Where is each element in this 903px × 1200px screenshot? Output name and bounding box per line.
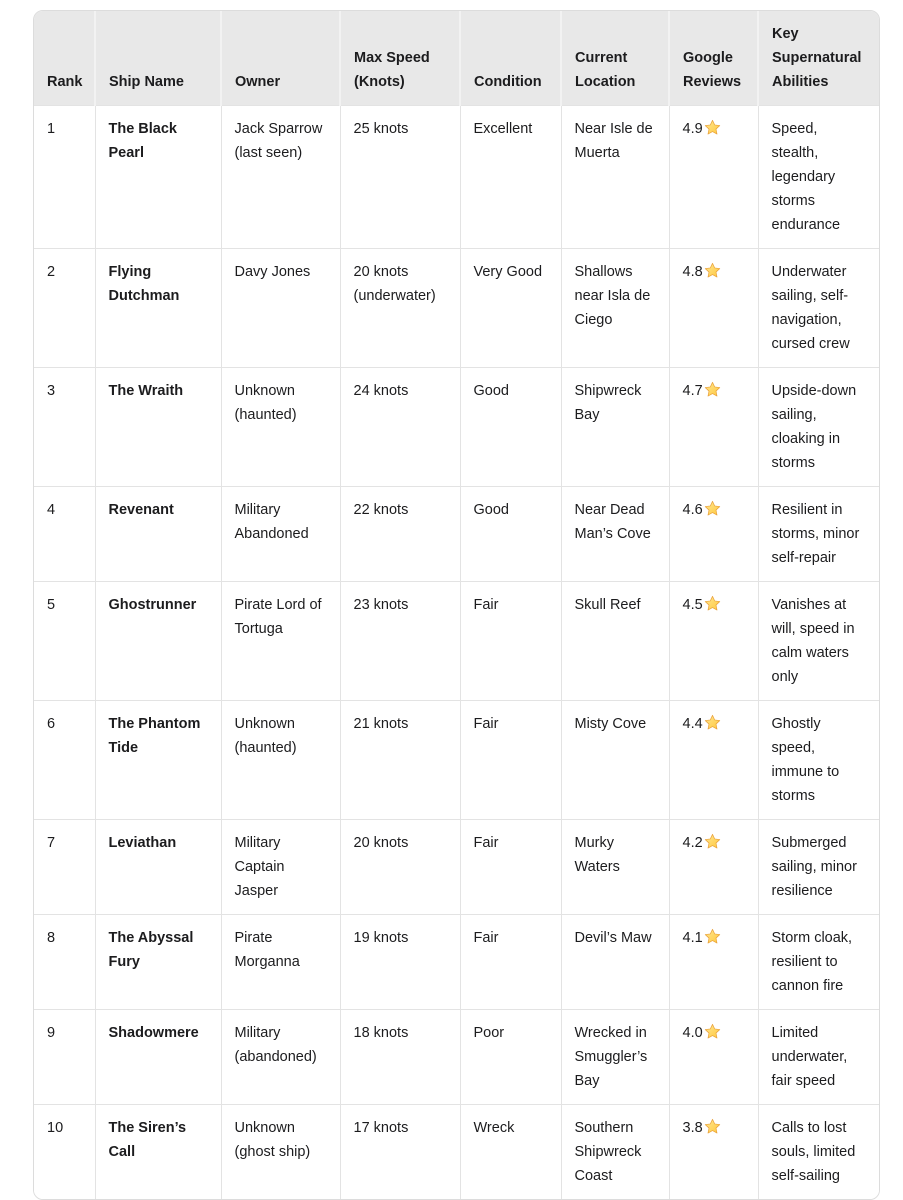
cell-ship-name: Leviathan — [95, 820, 221, 915]
cell-ship-name: The Wraith — [95, 368, 221, 487]
cell-max-speed: 21 knots — [340, 701, 460, 820]
rating-value: 3.8 — [682, 1120, 703, 1136]
cell-google-reviews — [669, 487, 758, 582]
cell-google-reviews — [669, 249, 758, 368]
cell-rank: 8 — [34, 915, 95, 1010]
cell-ship-name: The Siren’s Call — [95, 1105, 221, 1200]
cell-rank: 10 — [34, 1105, 95, 1200]
cell-owner: Military Captain Jasper — [221, 820, 340, 915]
table-row — [34, 368, 879, 487]
cell-abilities: Ghostly speed, immune to storms — [758, 701, 879, 820]
cell-abilities: Limited underwater, fair speed — [758, 1010, 879, 1105]
star-icon — [703, 502, 721, 518]
rating-value: 4.5 — [682, 597, 703, 613]
column-header-current-location: Current Location — [561, 11, 669, 106]
cell-google-reviews — [669, 1105, 758, 1200]
cell-current-location: Near Dead Man’s Cove — [561, 487, 669, 582]
star-icon — [703, 930, 721, 946]
cell-abilities: Resilient in storms, minor self-repair — [758, 487, 879, 582]
cell-ship-name: The Phantom Tide — [95, 701, 221, 820]
column-header-ship-name: Ship Name — [95, 11, 221, 106]
cell-rank: 9 — [34, 1010, 95, 1105]
cell-abilities: Submerged sailing, minor resilience — [758, 820, 879, 915]
cell-current-location: Shipwreck Bay — [561, 368, 669, 487]
cell-ship-name: Shadowmere — [95, 1010, 221, 1105]
cell-current-location: Devil’s Maw — [561, 915, 669, 1010]
rating-value: 4.2 — [682, 835, 703, 851]
table-row — [34, 582, 879, 701]
cell-condition: Excellent — [460, 106, 561, 249]
cell-max-speed: 19 knots — [340, 915, 460, 1010]
cell-ship-name: Flying Dutchman — [95, 249, 221, 368]
cell-google-reviews — [669, 582, 758, 701]
cell-ship-name: The Abyssal Fury — [95, 915, 221, 1010]
ships-table — [34, 11, 879, 1199]
cell-abilities: Underwater sailing, self-navigation, cursed crew — [758, 249, 879, 368]
cell-condition: Poor — [460, 1010, 561, 1105]
star-icon — [703, 716, 721, 732]
column-header-max-speed: Max Speed (Knots) — [340, 11, 460, 106]
cell-owner: Unknown (haunted) — [221, 368, 340, 487]
cell-owner: Military (abandoned) — [221, 1010, 340, 1105]
rating-value: 4.6 — [682, 502, 703, 518]
cell-current-location: Shallows near Isla de Ciego — [561, 249, 669, 368]
table-row — [34, 915, 879, 1010]
star-icon — [703, 835, 721, 851]
cell-abilities: Calls to lost souls, limited self-sailing — [758, 1105, 879, 1200]
cell-google-reviews — [669, 820, 758, 915]
star-icon — [703, 121, 721, 137]
table-row — [34, 701, 879, 820]
cell-max-speed: 17 knots — [340, 1105, 460, 1200]
column-header-abilities: Key Supernatural Abilities — [758, 11, 879, 106]
table-row — [34, 487, 879, 582]
table-row — [34, 1105, 879, 1200]
cell-ship-name: Ghostrunner — [95, 582, 221, 701]
cell-rank: 3 — [34, 368, 95, 487]
cell-owner: Unknown (haunted) — [221, 701, 340, 820]
cell-owner: Unknown (ghost ship) — [221, 1105, 340, 1200]
star-icon — [703, 1025, 721, 1041]
rating-value: 4.9 — [682, 121, 703, 137]
cell-abilities: Vanishes at will, speed in calm waters only — [758, 582, 879, 701]
cell-rank: 7 — [34, 820, 95, 915]
rating-value: 4.1 — [682, 930, 703, 946]
column-header-google-reviews: Google Reviews — [669, 11, 758, 106]
cell-condition: Fair — [460, 820, 561, 915]
rating-value: 4.0 — [682, 1025, 703, 1041]
cell-ship-name: The Black Pearl — [95, 106, 221, 249]
rating-value: 4.7 — [682, 383, 703, 399]
cell-condition: Very Good — [460, 249, 561, 368]
table-row — [34, 106, 879, 249]
cell-current-location: Southern Shipwreck Coast — [561, 1105, 669, 1200]
cell-max-speed: 20 knots — [340, 820, 460, 915]
cell-current-location: Skull Reef — [561, 582, 669, 701]
cell-google-reviews — [669, 701, 758, 820]
cell-owner: Military Abandoned — [221, 487, 340, 582]
ships-table-container — [33, 10, 880, 1200]
column-header-condition: Condition — [460, 11, 561, 106]
cell-google-reviews — [669, 915, 758, 1010]
cell-condition: Fair — [460, 701, 561, 820]
cell-abilities: Upside-down sailing, cloaking in storms — [758, 368, 879, 487]
cell-rank: 2 — [34, 249, 95, 368]
cell-condition: Good — [460, 487, 561, 582]
cell-rank: 5 — [34, 582, 95, 701]
cell-max-speed: 23 knots — [340, 582, 460, 701]
cell-condition: Good — [460, 368, 561, 487]
cell-rank: 6 — [34, 701, 95, 820]
star-icon — [703, 383, 721, 399]
cell-owner: Davy Jones — [221, 249, 340, 368]
table-row — [34, 820, 879, 915]
cell-max-speed: 24 knots — [340, 368, 460, 487]
cell-condition: Fair — [460, 582, 561, 701]
cell-current-location: Wrecked in Smuggler’s Bay — [561, 1010, 669, 1105]
cell-condition: Fair — [460, 915, 561, 1010]
cell-owner: Pirate Lord of Tortuga — [221, 582, 340, 701]
star-icon — [703, 1120, 721, 1136]
cell-google-reviews — [669, 368, 758, 487]
table-row — [34, 249, 879, 368]
cell-max-speed: 18 knots — [340, 1010, 460, 1105]
cell-current-location: Murky Waters — [561, 820, 669, 915]
cell-max-speed: 20 knots (underwater) — [340, 249, 460, 368]
cell-ship-name: Revenant — [95, 487, 221, 582]
cell-condition: Wreck — [460, 1105, 561, 1200]
star-icon — [703, 264, 721, 280]
header-row — [34, 11, 879, 106]
cell-abilities: Storm cloak, resilient to cannon fire — [758, 915, 879, 1010]
rating-value: 4.4 — [682, 716, 703, 732]
column-header-rank: Rank — [34, 11, 95, 106]
rating-value: 4.8 — [682, 264, 703, 280]
cell-max-speed: 22 knots — [340, 487, 460, 582]
column-header-owner: Owner — [221, 11, 340, 106]
cell-current-location: Misty Cove — [561, 701, 669, 820]
cell-current-location: Near Isle de Muerta — [561, 106, 669, 249]
cell-google-reviews — [669, 106, 758, 249]
cell-google-reviews — [669, 1010, 758, 1105]
cell-rank: 1 — [34, 106, 95, 249]
star-icon — [703, 597, 721, 613]
cell-abilities: Speed, stealth, legendary storms endurance — [758, 106, 879, 249]
cell-owner: Jack Sparrow (last seen) — [221, 106, 340, 249]
cell-rank: 4 — [34, 487, 95, 582]
cell-max-speed: 25 knots — [340, 106, 460, 249]
cell-owner: Pirate Morganna — [221, 915, 340, 1010]
table-row — [34, 1010, 879, 1105]
